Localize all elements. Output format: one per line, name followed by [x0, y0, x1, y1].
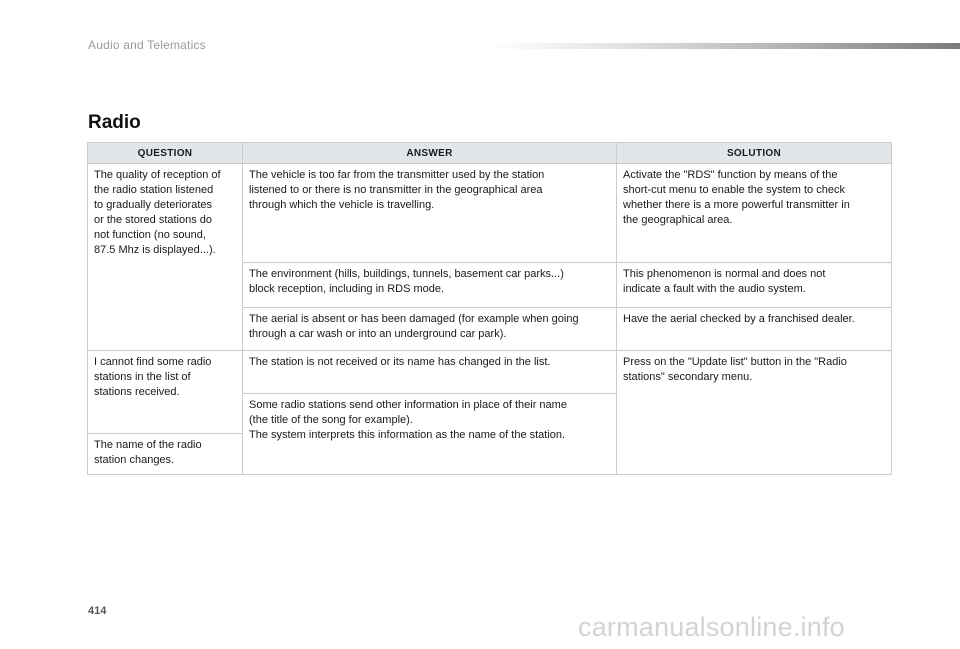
header-section-title: Audio and Telematics	[88, 38, 206, 52]
solution-cell	[617, 164, 892, 263]
solution-text: Have the aerial checked by a franchised dealer.	[623, 313, 855, 325]
solution-text: Press on the "Update list" button in the "Radio stations" secondary menu.	[623, 356, 847, 383]
question-cell	[88, 351, 243, 434]
answer-cell	[243, 263, 617, 308]
solution-text: Activate the "RDS" function by means of the short-cut menu to enable the system to check whether there is a more powerful transmitter in the geographical area.	[623, 169, 850, 226]
answer-cell	[243, 164, 617, 263]
header-gradient-bar	[488, 43, 960, 49]
question-cell	[88, 434, 243, 475]
table-row	[88, 351, 892, 394]
faq-table	[87, 142, 892, 475]
answer-text: The aerial is absent or has been damaged (for example when going through a car wash or into an underground car park).	[249, 313, 579, 340]
header-question: QUESTION	[88, 143, 243, 164]
answer-text: The vehicle is too far from the transmitter used by the station listened to or there is no transmitter in the geographical area through which the vehicle is travelling.	[249, 169, 545, 211]
question-text: I cannot find some radio stations in the list of stations received.	[94, 356, 212, 398]
header-solution: SOLUTION	[617, 143, 892, 164]
solution-cell	[617, 351, 892, 475]
answer-cell	[243, 308, 617, 351]
answer-text: The environment (hills, buildings, tunnels, basement car parks...) block reception, including in RDS mode.	[249, 268, 564, 295]
question-text: The name of the radio station changes.	[94, 439, 202, 466]
answer-text: The station is not received or its name has changed in the list.	[249, 356, 551, 368]
solution-text: This phenomenon is normal and does not indicate a fault with the audio system.	[623, 268, 826, 295]
table-header-row	[88, 143, 892, 164]
solution-cell	[617, 308, 892, 351]
header-answer: ANSWER	[243, 143, 617, 164]
answer-text: Some radio stations send other information in place of their name (the title of the song for example). The system interprets this information as the name of the station.	[249, 399, 567, 441]
solution-cell	[617, 263, 892, 308]
page-number: 414	[88, 605, 107, 617]
section-title: Radio	[88, 112, 141, 133]
table-row	[88, 164, 892, 263]
watermark: carmanualsonline.info	[578, 612, 845, 642]
answer-cell	[243, 394, 617, 475]
question-cell	[88, 164, 243, 351]
answer-cell	[243, 351, 617, 394]
question-text: The quality of reception of the radio station listened to gradually deteriorates or the stored stations do not function (no sound, 87.5 Mhz is displayed...).	[94, 169, 221, 256]
